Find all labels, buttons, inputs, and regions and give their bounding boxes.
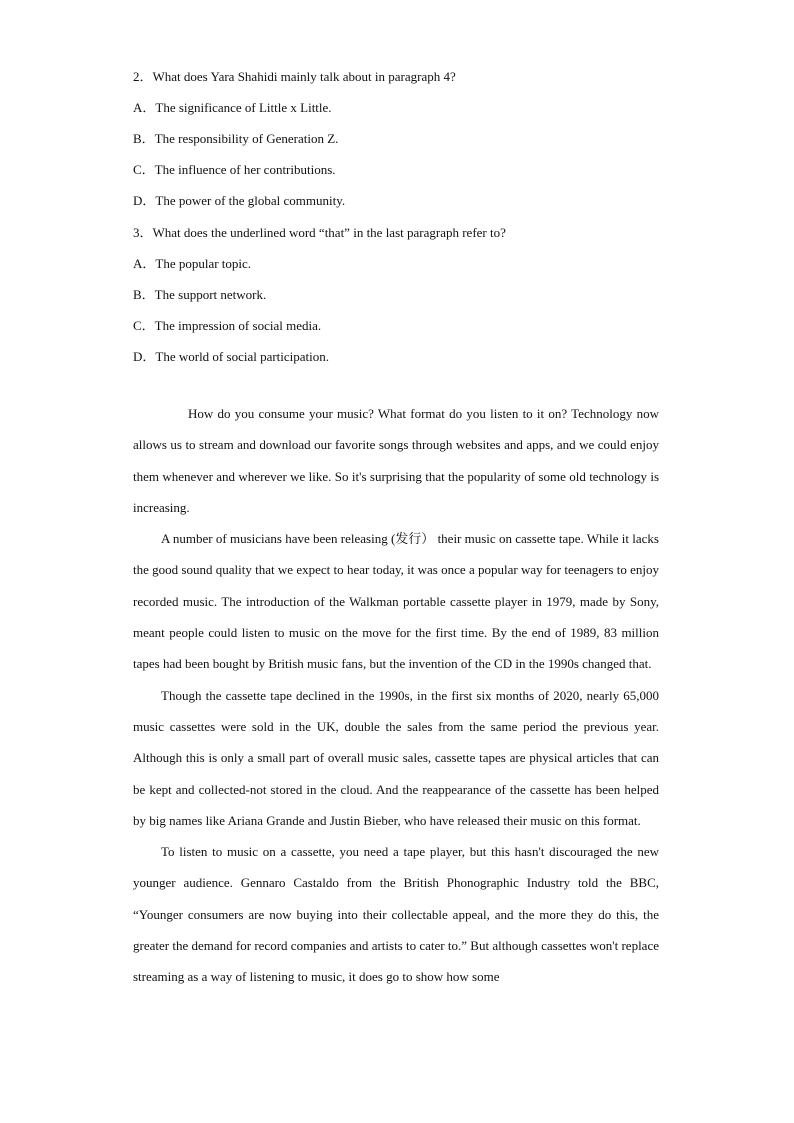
passage-paragraph-2: A number of musicians have been releasing (发行） their music on cassette tape. While it lacks the good sound quality that we expect to hear today, it was once a popular way for teenagers to enjoy recorded music. The introduction of the Walkman portable cassette player in 1979, made by Sony, meant people could listen to music on the move for the first time. By the end of 1989, 83 million tapes had been bought by British music fans, but the invention of the CD in the 1990s changed that. <box>133 531 659 672</box>
passage-paragraph-4: To listen to music on a cassette, you need a tape player, but this hasn't discouraged the new younger audience. Gennaro Castaldo from the British Phonographic Industry told the BBC, “Younger consumers are now buying into their collectable appeal, and the more they do this, the greater the demand for record companies and artists to cater to.” But although cassettes won't replace streaming as a way of listening to music, it does go to show how some <box>133 844 659 985</box>
question-2-option-b: B．The responsibility of Generation Z. <box>133 131 339 146</box>
passage-paragraph-1: How do you consume your music? What format do you listen to it on? Technology now allows us to stream and download our favorite songs through websites and apps, and we could enjoy them whenever and wherever we like. So it's surprising that the popularity of some old technology is increasing. <box>133 406 659 515</box>
question-2-option-d: D．The power of the global community. <box>133 193 346 208</box>
question-2-option-a: A．The significance of Little x Little. <box>133 100 332 115</box>
question-3-stem: 3．What does the underlined word “that” in the last paragraph refer to? <box>133 225 506 240</box>
question-2-option-c: C．The influence of her contributions. <box>133 162 336 177</box>
question-3-option-b: B．The support network. <box>133 287 267 302</box>
reading-passage <box>133 398 659 993</box>
question-3-option-d: D．The world of social participation. <box>133 349 330 364</box>
passage-paragraph-3: Though the cassette tape declined in the 1990s, in the first six months of 2020, nearly 65,000 music cassettes were sold in the UK, double the sales from the same period the previous year. Although this is only a small part of overall music sales, cassette tapes are physical articles that can be kept and collected-not stored in the cloud. And the reappearance of the cassette has been helped by big names like Ariana Grande and Justin Bieber, who have released their music on this format. <box>133 687 659 828</box>
question-2-stem: 2．What does Yara Shahidi mainly talk about in paragraph 4? <box>133 69 456 84</box>
question-3-option-c: C．The impression of social media. <box>133 318 322 333</box>
question-3-option-a: A．The popular topic. <box>133 256 252 271</box>
